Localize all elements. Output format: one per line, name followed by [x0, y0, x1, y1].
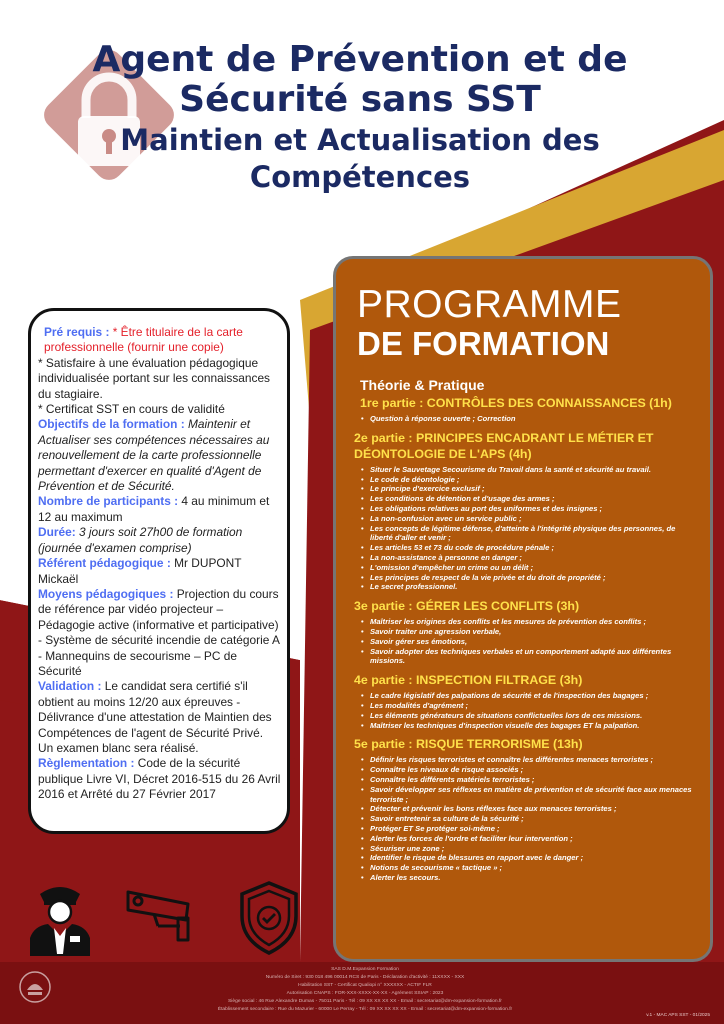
page-subtitle-line2: Compétences	[249, 160, 471, 194]
training-info-card	[28, 308, 290, 834]
list-item: • Situer le Sauvetage Secourisme du Travail dans la santé et sécurité au travail.	[360, 465, 698, 475]
list-item: • Le secret professionnel.	[360, 582, 698, 592]
theory-practice-label: Théorie & Pratique	[360, 377, 485, 393]
list-item: • Question à réponse ouverte ; Correction	[360, 414, 698, 424]
list-item: • Identifier le risque de blessures en rapport avec le danger ;	[360, 853, 698, 863]
footer-line: Établissement secondaire : Rue du Mazurier - 60000 Le Perray - Tél : 09 XX XX XX XX - Email : secretariat@dm-expansion-formation.fr	[217, 1007, 513, 1012]
reglementation-label: Règlementation :	[38, 756, 135, 771]
part-3-title: 3e partie : GÉRER LES CONFLITS (3h)	[354, 599, 580, 614]
list-item: • Les principes de respect de la vie privée et du droit de propriété ;	[360, 573, 698, 583]
validation-text: Le candidat sera certifié s'il obtient au moins 12/20 aux épreuves - Délivrance d'une attestation de Maintien des Compétences de l'agent de Sécurité Privé. Un examen blanc sera réalisé.	[38, 679, 272, 755]
shield-check-icon	[238, 880, 300, 956]
company-logo-icon	[18, 970, 52, 1004]
referent-text: Mr DUPONT Mickaël	[38, 556, 242, 586]
list-item: • Les articles 53 et 73 du code de procédure pénale ;	[360, 543, 698, 553]
list-item: • Maîtriser les techniques d'inspection visuelle des bagages ET la palpation.	[360, 721, 698, 731]
page-title-line2: Sécurité sans SST	[179, 79, 541, 120]
list-item: • Définir les risques terroristes et connaître les différentes menaces terroristes ;	[360, 755, 698, 765]
prerequis-text2: * Certificat SST en cours de validité	[38, 402, 225, 417]
prerequis-text: * Satisfaire à une évaluation pédagogique individualisée portant sur les connaissances du stagiaire.	[38, 355, 271, 401]
part-4-list	[354, 691, 698, 730]
part-5-list	[354, 755, 698, 882]
list-item: • Savoir entretenir sa culture de la sécurité ;	[360, 814, 698, 824]
reglementation-text: Code de la sécurité publique Livre VI, Décret 2016-515 du 26 Avril 2016 et Arrêté du 27 Février 2017	[38, 756, 281, 802]
list-item: • Le principe d'exercice exclusif ;	[360, 484, 698, 494]
footer	[0, 962, 724, 1024]
list-item: • La non-confusion avec un service public ;	[360, 514, 698, 524]
list-item: • Les éléments générateurs de situations conflictuelles lors de ces missions.	[360, 711, 698, 721]
duree-text: 3 jours soit 27h00 de formation (journée d'examen comprise)	[38, 525, 243, 555]
page-subtitle-line1: Maintien et Actualisation des	[120, 123, 600, 157]
footer-line: Numéro de Siret : 930 018 496 00014 RCS de Paris - Déclaration d'activité : 11XXXX - XXX	[265, 975, 465, 980]
list-item: • Alerter les forces de l'ordre et faciliter leur intervention ;	[360, 834, 698, 844]
moyens-label: Moyens pédagogiques :	[38, 586, 174, 601]
list-item: • Savoir traiter une agression verbale,	[360, 627, 698, 637]
cctv-camera-icon	[124, 884, 196, 944]
part-4-title: 4e partie : INSPECTION FILTRAGE (3h)	[354, 673, 583, 688]
part-2-title: 2e partie : PRINCIPES ENCADRANT LE MÉTIER ET DÉONTOLOGIE DE L'APS (4h)	[354, 430, 654, 461]
list-item: • Savoir gérer ses émotions,	[360, 637, 698, 647]
objectifs-label: Objectifs de la formation :	[38, 417, 185, 432]
list-item: • Les modalités d'agrément ;	[360, 701, 698, 711]
programme-subheading: DE FORMATION	[357, 325, 610, 362]
prerequis-required: * Être titulaire de la carte professionnelle (fournir une copie)	[44, 325, 243, 355]
list-item: • Le cadre législatif des palpations de sécurité et de l'inspection des bagages ;	[360, 691, 698, 701]
list-item: • Le code de déontologie ;	[360, 475, 698, 485]
footer-line: Siège social : 46 Rue Alexandre Dumas - 75011 Paris - Tél : 09 XX XX XX XX - Email : secretariat@dm-expansion-formation.fr	[228, 999, 502, 1004]
part-3-list	[354, 617, 698, 666]
security-guard-icon	[26, 880, 94, 958]
page-title-line1: Agent de Prévention et de	[92, 39, 628, 80]
list-item: • Notions de secourisme « tactique » ;	[360, 863, 698, 873]
title-block	[40, 40, 680, 194]
participants-text: 4 au minimum et 12 au maximum	[38, 494, 270, 524]
list-item: • Les concepts de légitime défense, d'atteinte à l'intégrité physique des personnes, de liberté d'aller et venir ;	[360, 524, 698, 544]
list-item: • Connaître les niveaux de risque associés ;	[360, 765, 698, 775]
prerequis-label: Pré requis :	[44, 325, 110, 339]
validation-label: Validation :	[38, 679, 102, 694]
list-item: • Les obligations relatives au port des uniformes et des insignes ;	[360, 504, 698, 514]
part-1-title: 1re partie : CONTRÔLES DES CONNAISSANCES (1h)	[360, 396, 672, 410]
objectifs-text: Maintenir et Actualiser ses compétences nécessaires au renouvellement de la carte professionnelle permettant d'exercer en qualité d'Agent de Prévention et de Sécurité.	[38, 417, 270, 494]
list-item: • Sécuriser une zone ;	[360, 844, 698, 854]
list-item: • Détecter et prévenir les bons réflexes face aux menaces terroristes ;	[360, 804, 698, 814]
duree-label: Durée:	[38, 525, 76, 540]
programme-heading: PROGRAMME	[357, 283, 622, 326]
part-1-list	[354, 414, 698, 424]
document-reference: v.1 - MAC APS SST - 01/2025	[646, 1013, 710, 1018]
footer-line: Autorisation CNAPS : FOR-XXX-XXXX-XX-XX - Agrément SSIAP : 2023	[286, 991, 444, 996]
footer-company-info	[150, 966, 580, 1014]
list-item: • Protéger ET Se protéger soi-même ;	[360, 824, 698, 834]
moyens-text: Projection du cours de référence par vidéo projecteur – Pédagogie active (informative et participative) - Système de sécurité incendie de catégorie A - Mannequins de secourisme – PC de Sécurité	[38, 586, 280, 678]
list-item: • Maîtriser les origines des conflits et les mesures de prévention des conflits ;	[360, 617, 698, 627]
list-item: • Alerter les secours.	[360, 873, 698, 883]
footer-line: Habilitation SST - Certificat Qualiopi n° XXXXXX - ACTIF FLR	[298, 983, 432, 988]
list-item: • Les conditions de détention et d'usage des armes ;	[360, 494, 698, 504]
list-item: • Connaître les différents matériels terroristes ;	[360, 775, 698, 785]
part-5-title: 5e partie : RISQUE TERRORISME (13h)	[354, 737, 583, 752]
participants-label: Nombre de participants :	[38, 494, 179, 509]
list-item: • La non-assistance à personne en danger ;	[360, 553, 698, 563]
list-item: • Savoir adopter des techniques verbales et un comportement adapté aux différentes missions.	[360, 647, 698, 667]
list-item: • L'omission d'empêcher un crime ou un délit ;	[360, 563, 698, 573]
footer-line: SAS D.M.Expansion Formation	[331, 967, 399, 972]
programme-card	[333, 256, 713, 962]
part-2-list	[354, 465, 698, 592]
list-item: • Savoir développer ses réflexes en matière de prévention et de sécurité face aux menaces terroriste ;	[360, 785, 698, 805]
referent-label: Référent pédagogique :	[38, 556, 171, 571]
